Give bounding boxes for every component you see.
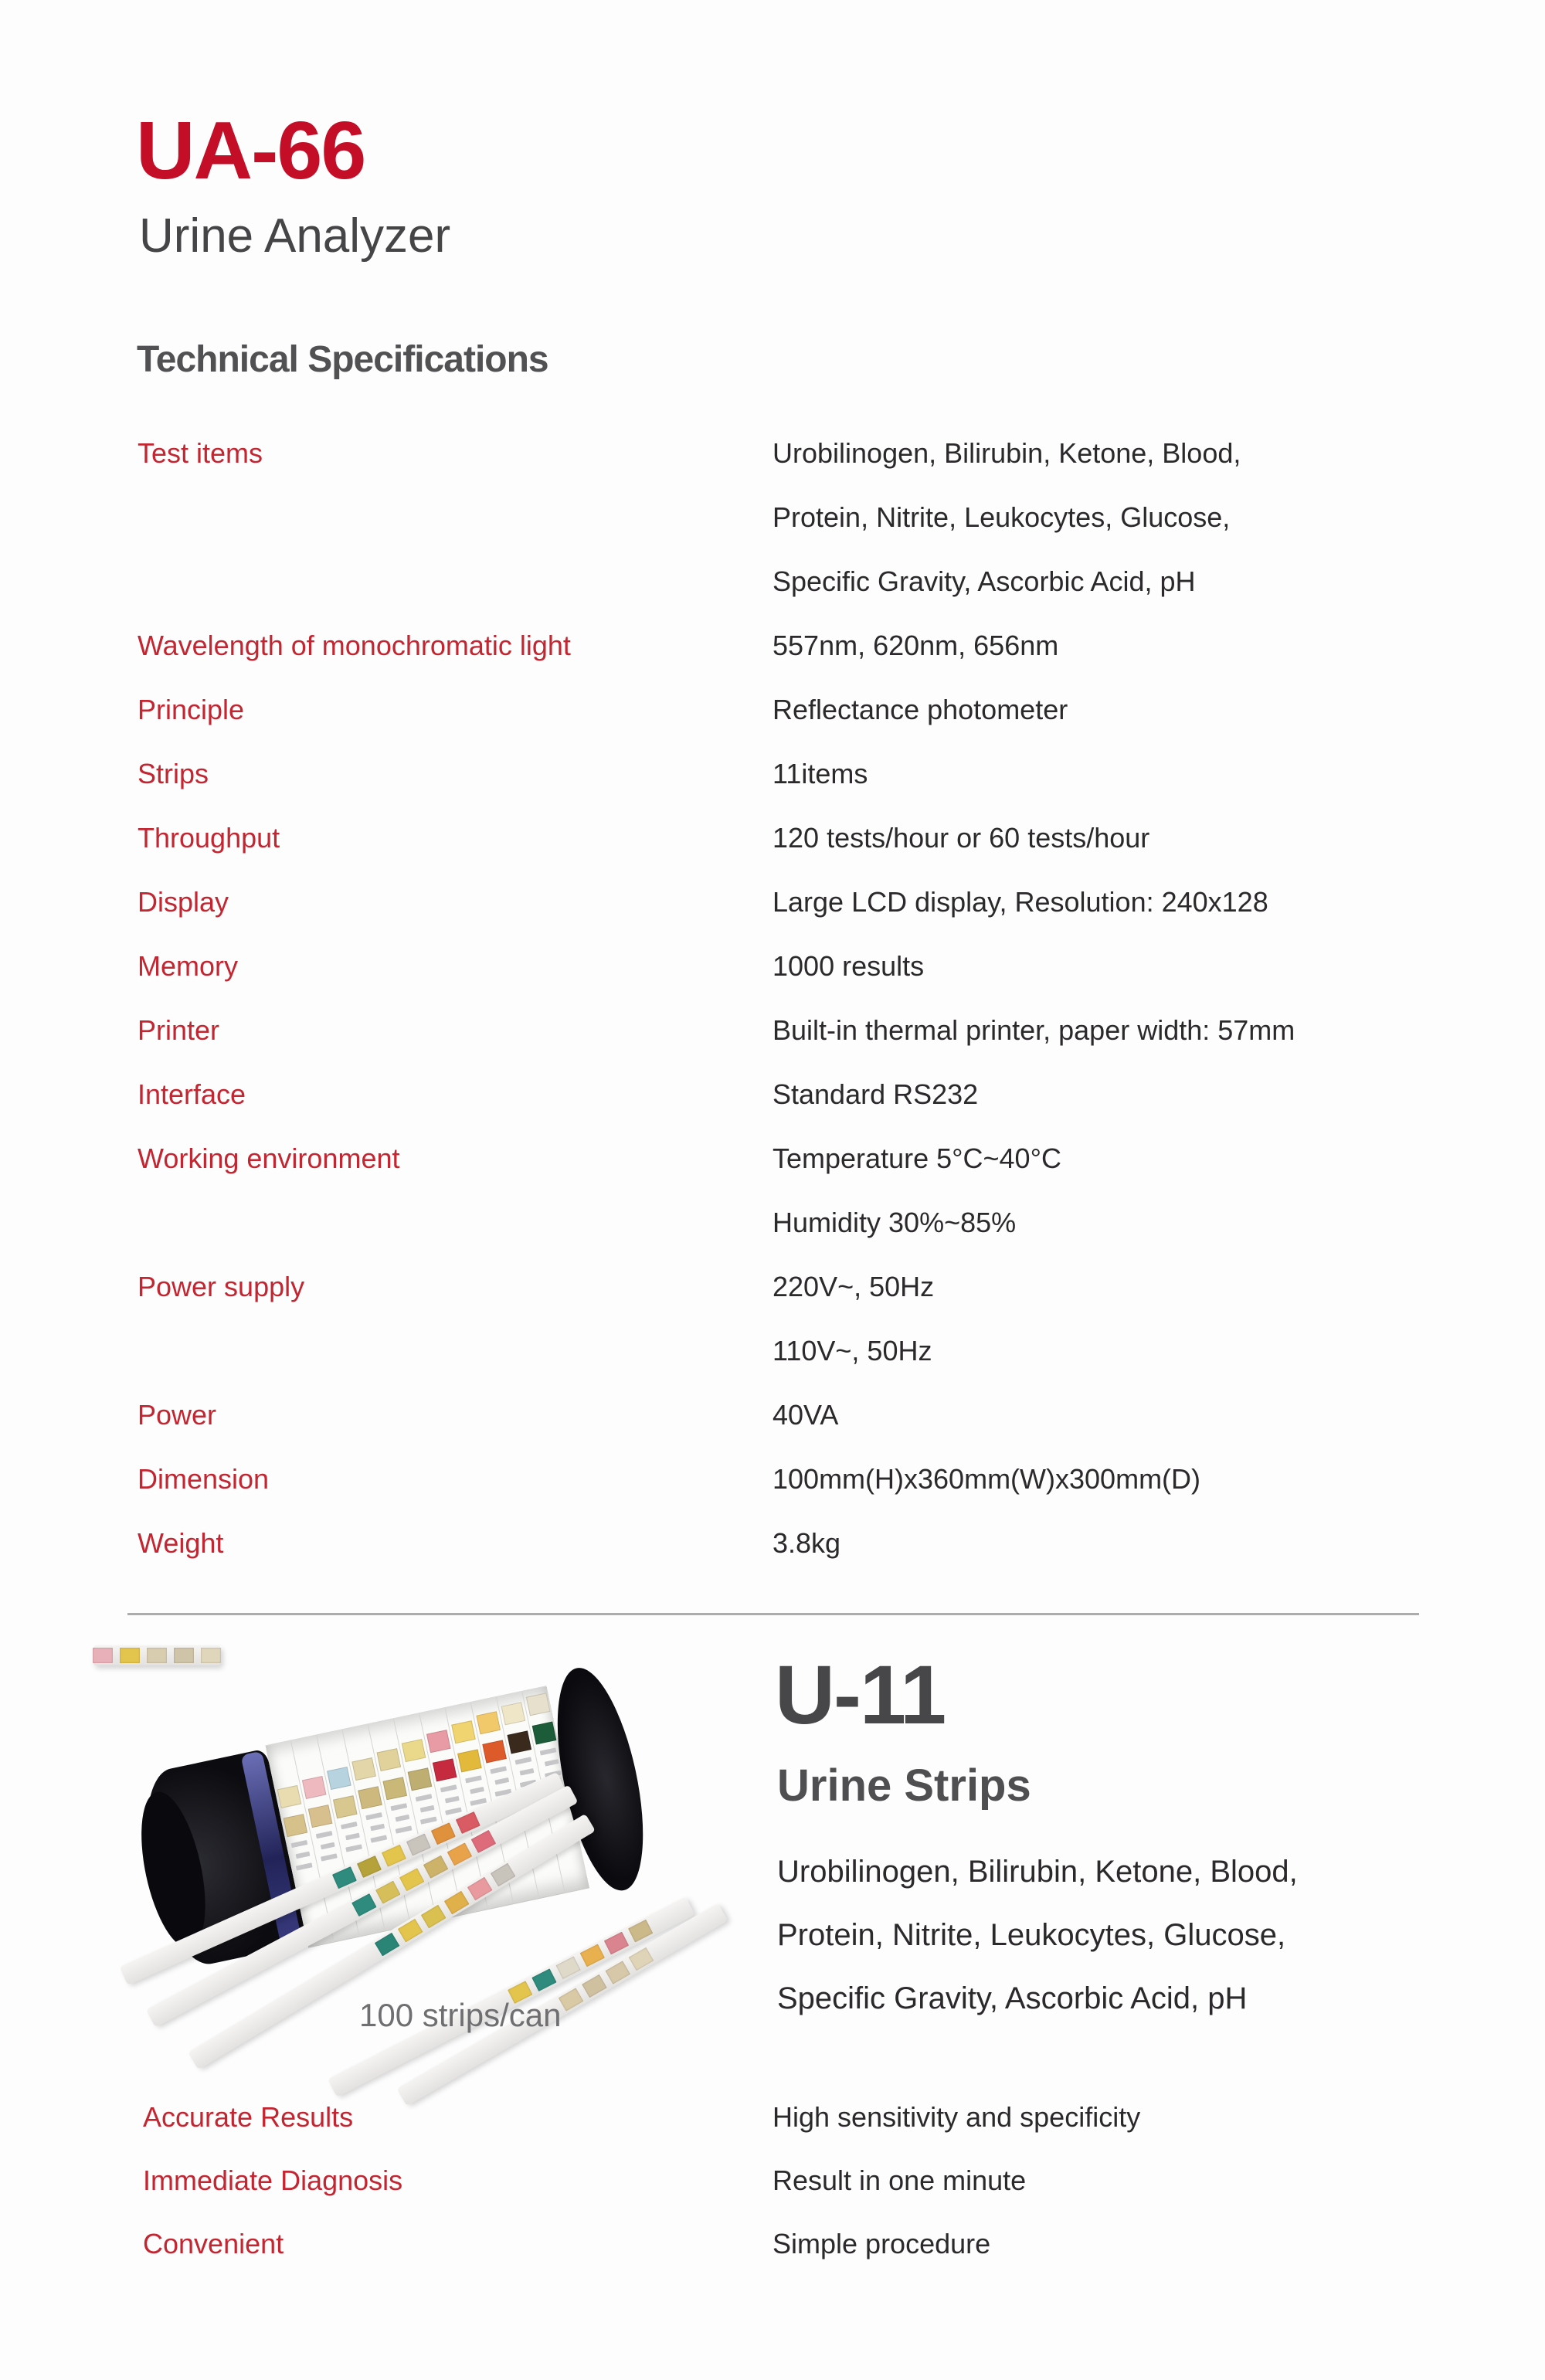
spec-label: Principle xyxy=(138,693,245,725)
spec-value-line: 3.8kg xyxy=(772,1526,841,1559)
strips-product-name: Urine Strips xyxy=(777,1760,1031,1811)
spec-label: Wavelength of monochromatic light xyxy=(138,629,571,661)
spec-row-test-items xyxy=(138,421,1451,613)
spec-row-printer xyxy=(138,998,1451,1062)
spec-value-line: 557nm, 620nm, 656nm xyxy=(772,629,1059,661)
analyzer-product-name: Urine Analyzer xyxy=(139,209,451,263)
spec-label: Weight xyxy=(138,1526,224,1559)
test-strip xyxy=(93,1645,221,1665)
spec-row-weight xyxy=(138,1511,1451,1575)
photo-caption: 100 strips/can xyxy=(359,1997,562,2033)
spec-row-strips xyxy=(138,742,1451,806)
spec-row-dimension xyxy=(138,1447,1451,1511)
strips-description-line: Specific Gravity, Ascorbic Acid, pH xyxy=(777,1981,1248,2015)
spec-table xyxy=(138,421,1451,1575)
spec-value-line: 1000 results xyxy=(772,949,925,982)
spec-row-interface xyxy=(138,1062,1451,1126)
spec-value-line: 220V~, 50Hz xyxy=(772,1270,935,1302)
spec-label: Display xyxy=(138,885,229,918)
spec-row-throughput xyxy=(138,806,1451,870)
strips-description xyxy=(777,1840,1298,2030)
analyzer-model-title: UA-66 xyxy=(136,105,365,196)
spec-label: Power supply xyxy=(138,1270,305,1302)
spec-value-line: 40VA xyxy=(772,1398,839,1431)
spec-row-display xyxy=(138,870,1451,934)
spec-row-principle xyxy=(138,677,1451,742)
spec-label: Interface xyxy=(138,1078,246,1110)
spec-value-line: Reflectance photometer xyxy=(772,693,1068,725)
spec-row-working-environment xyxy=(138,1126,1451,1255)
feature-value: High sensitivity and specificity xyxy=(772,2101,1141,2133)
spec-label: Printer xyxy=(138,1013,220,1046)
feature-value: Result in one minute xyxy=(772,2164,1027,2196)
spec-value-line: Protein, Nitrite, Leukocytes, Glucose, xyxy=(772,501,1231,533)
technical-specifications-heading: Technical Specifications xyxy=(137,339,548,380)
spec-value-line: 11items xyxy=(772,757,868,789)
spec-label: Throughput xyxy=(138,821,280,854)
spec-label: Strips xyxy=(138,757,209,789)
spec-value-line: Large LCD display, Resolution: 240x128 xyxy=(772,885,1268,918)
spec-label: Dimension xyxy=(138,1462,270,1495)
strips-description-line: Urobilinogen, Bilirubin, Ketone, Blood, xyxy=(777,1854,1298,1889)
feature-row-convenient xyxy=(143,2212,1456,2276)
product-photo xyxy=(93,1645,711,2117)
spec-row-wavelength xyxy=(138,613,1451,677)
spec-value-line: Standard RS232 xyxy=(772,1078,979,1110)
spec-value-line: 110V~, 50Hz xyxy=(772,1334,932,1367)
feature-row-accurate-results xyxy=(143,2086,1456,2149)
features-table xyxy=(143,2086,1456,2276)
feature-label: Convenient xyxy=(143,2228,284,2259)
strips-description-line: Protein, Nitrite, Leukocytes, Glucose, xyxy=(777,1917,1286,1952)
spec-value-line: 120 tests/hour or 60 tests/hour xyxy=(772,821,1150,854)
spec-row-memory xyxy=(138,934,1451,998)
feature-label: Immediate Diagnosis xyxy=(143,2164,403,2196)
strips-model-title: U-11 xyxy=(775,1648,946,1741)
spec-label: Memory xyxy=(138,949,239,982)
spec-label: Working environment xyxy=(138,1142,400,1174)
spec-row-power xyxy=(138,1383,1451,1447)
feature-row-immediate-diagnosis xyxy=(143,2149,1456,2212)
spec-value-line: Urobilinogen, Bilirubin, Ketone, Blood, xyxy=(772,436,1241,469)
section-divider xyxy=(127,1613,1419,1615)
feature-label: Accurate Results xyxy=(143,2101,354,2133)
spec-value-line: Temperature 5°C~40°C xyxy=(772,1142,1061,1174)
spec-label: Test items xyxy=(138,436,263,469)
spec-value-line: Built-in thermal printer, paper width: 57mm xyxy=(772,1013,1295,1046)
spec-value-line: Humidity 30%~85% xyxy=(772,1206,1017,1238)
spec-row-power-supply xyxy=(138,1255,1451,1383)
feature-value: Simple procedure xyxy=(772,2228,991,2259)
spec-label: Power xyxy=(138,1398,217,1431)
spec-value-line: Specific Gravity, Ascorbic Acid, pH xyxy=(772,565,1196,597)
spec-value-line: 100mm(H)x360mm(W)x300mm(D) xyxy=(772,1462,1201,1495)
